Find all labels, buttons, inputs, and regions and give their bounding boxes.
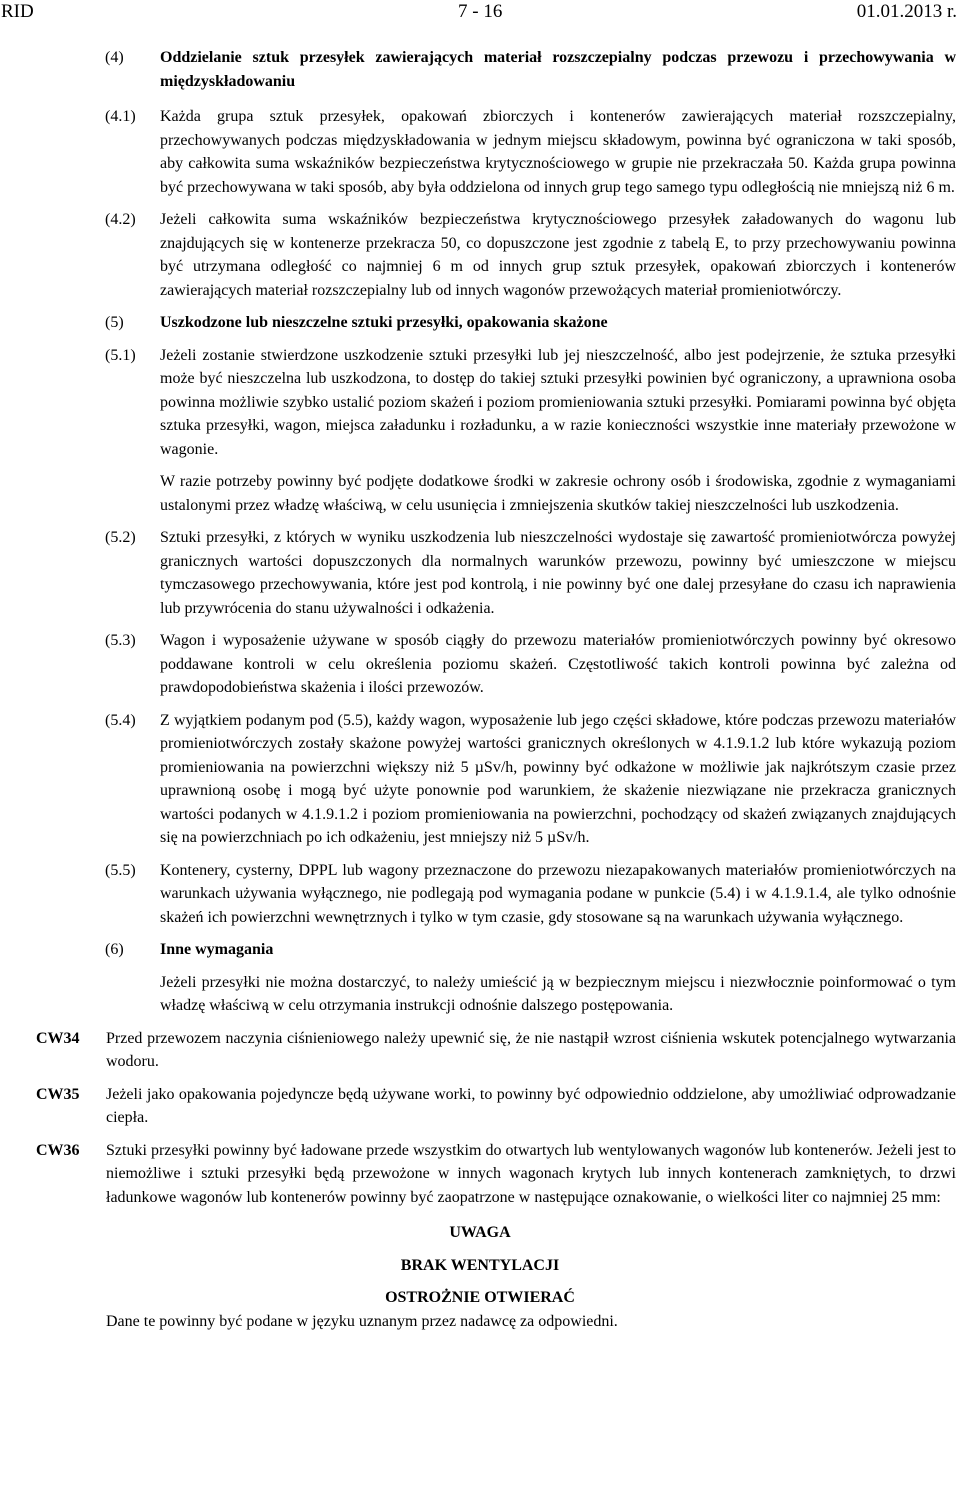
section-heading: Oddzielanie sztuk przesyłek zawierających materiał rozszczepialny podczas przewozu i przechowywania w międzyskładowaniu — [160, 49, 956, 90]
marking-line-3: OSTROŻNIE OTWIERAĆ — [385, 1289, 575, 1306]
paragraph-text: Jeżeli przesyłki nie można dostarczyć, to należy umieścić ją w bezpiecznym miejscu i niezwłocznie poinformować o tym władzę właściwą w celu otrzymania instrukcji odnośnie dalszego postępowania. — [160, 973, 956, 1014]
section-4-heading — [0, 46, 960, 93]
paragraph-4-2 — [0, 208, 960, 302]
header-left: RID — [1, 1, 34, 22]
paragraph-text: Wagon i wyposażenie używane w sposób ciągły do przewozu materiałów promieniotwórczych powinny być okresowo poddawane kontroli w celu określenia poziomu skażeń. Częstotliwość takich kontroli powinna być zależna od prawdopodobieństwa skażenia i ilości przewozów. — [160, 632, 956, 696]
paragraph-text: Sztuki przesyłki, z których w wyniku uszkodzenia lub nieszczelności wydostaje się zawartość promieniotwórcza powyżej granicznych wartości dopuszczonych dla normalnych warunków przewozu, powinny być umieszczone w miejscu tymczasowego przechowywania, które jest pod kontrolą, i nie powinny być one dalej przesyłane do czasu ich naprawienia lub przywrócenia do stanu używalności i odkażenia. — [160, 529, 956, 617]
marking-line-2: BRAK WENTYLACJI — [400, 1256, 560, 1274]
paragraph-5-5 — [0, 859, 960, 930]
section-5-heading — [0, 311, 960, 335]
paragraph-text: Kontenery, cysterny, DPPL lub wagony przeznaczone do przewozu niezapakowanych materiałów promieniotwórczych na warunkach używania wyłącznego, nie podlegają pod wymagania podane w punkcie (5.4) i w 4.1.9.1.4, ale tylko odnośnie skażeń ich powierzchni wewnętrznych i tylko w tym czasie, gdy stosowane są na warunkach używania wyłącznego. — [160, 861, 956, 926]
provision-code: CW36 — [36, 1141, 80, 1159]
provision-text: Jeżeli jako opakowania pojedyncze będą używane worki, to powinny być odpowiednio oddzielone, aby umożliwiać odprowadzanie ciepła. — [106, 1085, 956, 1126]
paragraph-text: Jeżeli zostanie stwierdzone uszkodzenie sztuki przesyłki lub jej nieszczelność, albo jest podejrzenie, że sztuka przesyłki może być nieszczelna lub uszkodzona, to dostęp do takiej sztuki przesyłki powinien być ograniczony, a uprawniona osoba powinna możliwie szybko ustalić poziom skażeń i poziom promieniowania sztuki przesyłki. Pomiarami powinna być objęta sztuka przesyłki, wagon, miejsca załadunku i rozładunku, a w razie konieczności wszystkie inne materiały przewożone w wagonie. — [160, 346, 956, 458]
section-6-heading — [0, 938, 960, 962]
section-number: (5) — [105, 314, 124, 331]
document-body — [0, 46, 960, 1333]
provision-cw34 — [0, 1027, 960, 1074]
paragraph-5-1 — [0, 344, 960, 462]
paragraph-number: (5.2) — [105, 529, 136, 546]
paragraph-4-1 — [0, 105, 960, 199]
paragraph-number: (5.3) — [105, 632, 136, 649]
closing-note: Dane te powinny być podane w języku uznanym przez nadawcę za odpowiedni. — [106, 1312, 618, 1330]
section-number: (6) — [105, 941, 124, 958]
paragraph-number: (5.4) — [105, 711, 136, 729]
provision-cw35 — [0, 1083, 960, 1130]
header-date: 01.01.2013 r. — [856, 1, 957, 22]
section-heading: Inne wymagania — [160, 941, 274, 958]
provision-code: CW34 — [36, 1029, 80, 1047]
paragraph-number: (5.1) — [105, 346, 136, 364]
section-number: (4) — [105, 49, 124, 66]
paragraph-5-1-continuation — [0, 470, 960, 517]
section-heading: Uszkodzone lub nieszczelne sztuki przesyłki, opakowania skażone — [160, 314, 608, 331]
paragraph-5-3 — [0, 629, 960, 700]
provision-text: Sztuki przesyłki powinny być ładowane przede wszystkim do otwartych lub wentylowanych wagonów lub kontenerów. Jeżeli jest to niemożliwe i sztuki przesyłki będą przewożone w innych wagonach krytych lub innych kontenerach zamkniętych, to drzwi ładunkowe wagonów lub kontenerów powinny być zaopatrzone w następujące oznakowanie, o wielkości liter co najmniej 25 mm: — [106, 1141, 956, 1206]
paragraph-text: Jeżeli całkowita suma wskaźników bezpieczeństwa krytycznościowego przesyłek załadowanych do wagonu lub znajdujących się w kontenerze przekracza 50, co dopuszczone jest zgodnie z tabelą E, to przy przechowywaniu powinna być utrzymana odległość co najmniej 6 m od innych grup sztuk przesyłek, opakowań zbiorczych i kontenerów zawierających materiał rozszczepialny lub od innych wagonów przewożących materiał promieniotwórczy. — [160, 211, 956, 299]
provision-code: CW35 — [36, 1085, 80, 1103]
page-number: 7 - 16 — [458, 1, 503, 22]
paragraph-number: (4.2) — [105, 211, 136, 228]
paragraph-number: (4.1) — [105, 108, 136, 125]
paragraph-text: Z wyjątkiem podanym pod (5.5), każdy wagon, wyposażenie lub jego części składowe, które podczas przewozu materiałów promieniotwórczych zostały skażone powyżej wartości granicznych określonych w 4.1.9.1.2 lub które wykazują poziom promieniowania na powierzchni większy niż 5 µSv/h, powinny być odkażone w możliwie jak najkrótszym czasie przez uprawnioną osobę i mogą być użyte ponownie pod warunkiem, że skażenie niezwiązane nie przekracza granicznych wartości podanych w 4.1.9.1.2 i poziom promieniowania na powierzchni, pochodzący od skażeń związanych znajdujących się na powierzchniach po ich odkażeniu, jest mniejszy niż 5 µSv/h. — [160, 711, 956, 846]
marking-line-1: UWAGA — [449, 1224, 511, 1241]
paragraph-5-2 — [0, 526, 960, 620]
paragraph-text: W razie potrzeby powinny być podjęte dodatkowe środki w zakresie ochrony osób i środowiska, zgodnie z wymaganiami ustalonymi przez władzę właściwą, w celu usunięcia i zmniejszenia skutków takiej nieszczelności lub uszkodzenia. — [160, 473, 956, 514]
paragraph-number: (5.5) — [105, 861, 136, 879]
paragraph-6 — [0, 971, 960, 1018]
provision-cw36 — [0, 1139, 960, 1210]
provision-text: Przed przewozem naczynia ciśnieniowego należy upewnić się, że nie nastąpił wzrost ciśnienia wskutek potencjalnego wytwarzania wodoru. — [106, 1029, 956, 1070]
paragraph-text: Każda grupa sztuk przesyłek, opakowań zbiorczych i kontenerów zawierających materiał rozszczepialny, przechowywanych podczas międzyskładowania w jednym miejscu składowym, powinna być ograniczona w taki sposób, aby całkowita suma wskaźników bezpieczeństwa krytycznościowego w grupie nie przekraczała 50. Każda grupa powinna być przechowywana w taki sposób, aby była oddzielona od innych grup tego samego typu odległością nie mniejszą niż 6 m. — [160, 108, 956, 196]
paragraph-5-4 — [0, 709, 960, 850]
